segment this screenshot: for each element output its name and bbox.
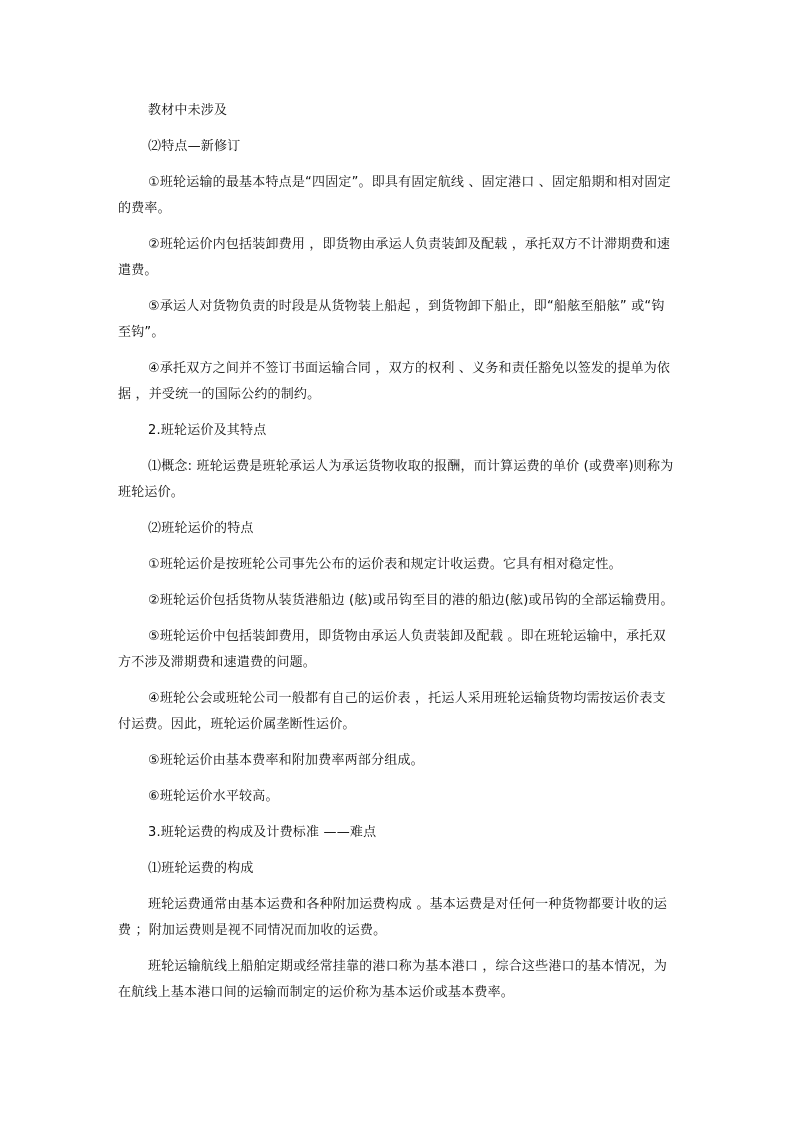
paragraph-concept: ⑴概念: 班轮运费是班轮承运人为承运货物收取的报酬，而计算运费的单价 (或费率)则称为班轮运价。 [118, 459, 674, 500]
paragraph-price-feature-2: ②班轮运价包括货物从装货港船边 (舷)或吊钩至目的港的船边(舷)或吊钩的全部运输费用。 [148, 593, 674, 608]
section-heading-3: 3.班轮运费的构成及计费标准 ——难点 [148, 825, 377, 840]
paragraph-price-feature-5: ⑤班轮运价由基本费率和附加费率两部分组成。 [148, 753, 424, 768]
paragraph-price-feature-4: ④班轮公会或班轮公司一般都有自己的运价表 ，托运人采用班轮运输货物均需按运价表支付运费。因此，班轮运价属垄断性运价。 [118, 691, 666, 732]
paragraph-feature-2: ②班轮运价内包括装卸费用 ，即货物由承运人负责装卸及配载 ，承托双方不计滞期费和速遣费。 [118, 237, 671, 278]
paragraph-features-heading: ⑵特点—新修订 [148, 139, 241, 154]
section-heading-2: 2.班轮运价及其特点 [148, 423, 267, 438]
paragraph-feature-3: ⑤承运人对货物负责的时段是从货物装上船起 ，到货物卸下船止，即“船舷至船舷” 或“钩至钩”。 [118, 299, 665, 340]
paragraph-price-feature-3: ⑤班轮运价中包括装卸费用，即货物由承运人负责装卸及配载 。即在班轮运输中，承托双方不涉及滞期费和速遣费的问题。 [118, 629, 666, 670]
paragraph-feature-4: ④承托双方之间并不签订书面运输合同 ，双方的权利 、义务和责任豁免以签发的提单为依据 ，并受统一的国际公约的制约。 [118, 361, 671, 402]
paragraph-base-port: 班轮运输航线上船舶定期或经常挂靠的港口称为基本港口 ，综合这些港口的基本情况，为在航线上基本港口间的运输而制定的运价称为基本运价或基本费率。 [118, 959, 668, 1000]
paragraph-freight-structure-heading: ⑴班轮运费的构成 [148, 861, 254, 876]
paragraph-not-covered: 教材中未涉及 [148, 103, 228, 118]
paragraph-price-features-heading: ⑵班轮运价的特点 [148, 521, 254, 536]
paragraph-feature-1: ①班轮运输的最基本特点是“四固定”。即具有固定航线 、固定港口 、固定船期和相对固定的费率。 [118, 175, 671, 216]
document-body [118, 98, 676, 1006]
paragraph-freight-structure: 班轮运费通常由基本运费和各种附加运费构成 。基本运费是对任何一种货物都要计收的运费 ；附加运费则是视不同情况而加收的运费。 [118, 897, 668, 938]
paragraph-price-feature-6: ⑥班轮运价水平较高。 [148, 789, 279, 804]
paragraph-price-feature-1: ①班轮运价是按班轮公司事先公布的运价表和规定计收运费。它具有相对稳定性。 [148, 557, 622, 572]
